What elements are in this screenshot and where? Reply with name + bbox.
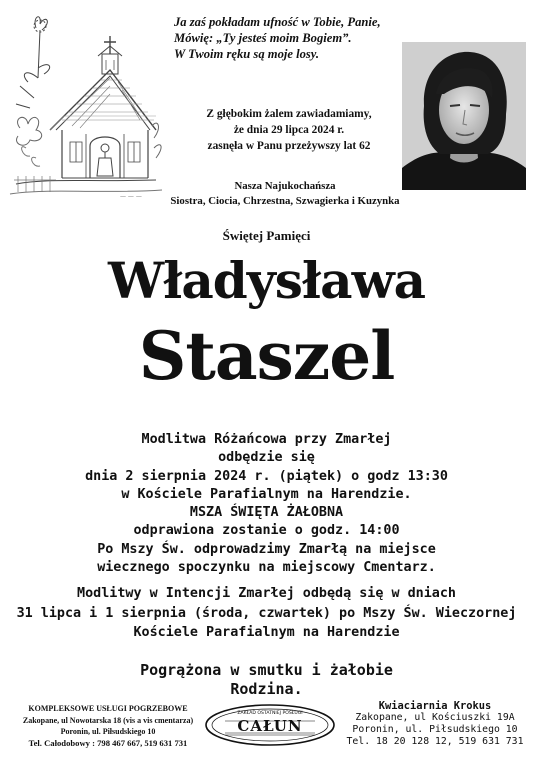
- prayer-line: Kościele Parafialnym na Harendzie: [133, 625, 400, 640]
- prayer-line: 31 lipca i 1 sierpnia (środa, czwartek) po Mszy Św. Wieczornej: [16, 605, 517, 621]
- ceremony-line: wiecznego spoczynku na miejscowy Cmentarz.: [97, 560, 436, 576]
- deceased-first-name: Władysława: [107, 251, 426, 310]
- florist-phone: Tel. 18 20 128 12, 519 631 731: [346, 736, 524, 747]
- quote-line-2: Mówię: „Ty jesteś moim Bogiem”.: [174, 31, 352, 45]
- announcement-line-2: że dnia 29 lipca 2024 r.: [233, 124, 345, 136]
- mourning-line-2: Rodzina.: [230, 680, 303, 698]
- ceremony-line: MSZA ŚWIĘTA ŻAŁOBNA: [189, 505, 344, 521]
- services-phone: Tel. Całodobowy : 798 467 667, 519 631 731: [28, 737, 188, 748]
- services-address-2: Poronin, ul. Piłsudskiego 10: [60, 727, 156, 736]
- family-line-1: Nasza Najukochańsza: [234, 180, 336, 192]
- logo-name: CAŁUN: [237, 717, 303, 735]
- family-relation: [150, 179, 420, 209]
- portrait-photo: [402, 42, 526, 190]
- ceremony-line: Po Mszy Św. odprowadzimy Zmarłą na miejsce: [97, 541, 436, 557]
- services-address-1: Zakopane, ul Nowotarska 18 (vis a vis cmentarza): [22, 715, 194, 725]
- prayer-line: Modlitwy w Intencji Zmarłej odbędą się w dniach: [77, 586, 456, 601]
- florist-address-2: Poronin, ul. Piłsudskiego 10: [352, 724, 518, 735]
- funeral-services-info: [4, 703, 212, 749]
- florist-info: [340, 700, 530, 748]
- deceased-last-name: Staszel: [138, 317, 395, 395]
- ceremony-line: w Kościele Parafialnym na Harendzie.: [121, 486, 412, 502]
- quote-line-1: Ja zaś pokładam ufność w Tobie, Panie,: [174, 15, 381, 29]
- logo-top-text: ZAKŁAD OSTATNIEJ POSŁUGI: [237, 711, 303, 716]
- ceremony-line: dnia 2 sierpnia 2024 r. (piątek) o godz 13:30: [85, 468, 448, 484]
- announcement-line-3: zasnęła w Panu przeżywszy lat 62: [207, 140, 371, 152]
- family-line-2: Siostra, Ciocia, Chrzestna, Szwagierka i Kuzynka: [170, 195, 400, 207]
- bible-quote: [174, 14, 404, 62]
- ceremony-line: Modlitwa Różańcowa przy Zmarłej: [141, 432, 392, 447]
- calun-logo: [203, 703, 337, 747]
- quote-line-3: W Twoim ręku są moje losy.: [174, 47, 320, 61]
- death-announcement: [176, 106, 402, 154]
- ceremony-details: [0, 431, 533, 577]
- florist-name: Kwiaciarnia Krokus: [378, 700, 492, 712]
- memory-label: Świętej Pamięci: [222, 228, 311, 243]
- ceremony-line: odbędzie się: [218, 450, 315, 466]
- ceremony-line: odprawiona zostanie o godz. 14:00: [133, 523, 400, 539]
- chapel-illustration: [6, 8, 164, 204]
- mourning-signature: [0, 661, 533, 699]
- florist-address-1: Zakopane, ul Kościuszki 19A: [355, 712, 515, 723]
- mourning-line-1: Pogrążona w smutku i żałobie: [140, 661, 393, 679]
- prayer-details: [0, 584, 533, 643]
- svg-text:— — —: — — —: [120, 193, 142, 200]
- services-title: KOMPLEKSOWE USŁUGI POGRZEBOWE: [28, 704, 188, 713]
- announcement-line-1: Z głębokim żalem zawiadamiamy,: [206, 108, 372, 120]
